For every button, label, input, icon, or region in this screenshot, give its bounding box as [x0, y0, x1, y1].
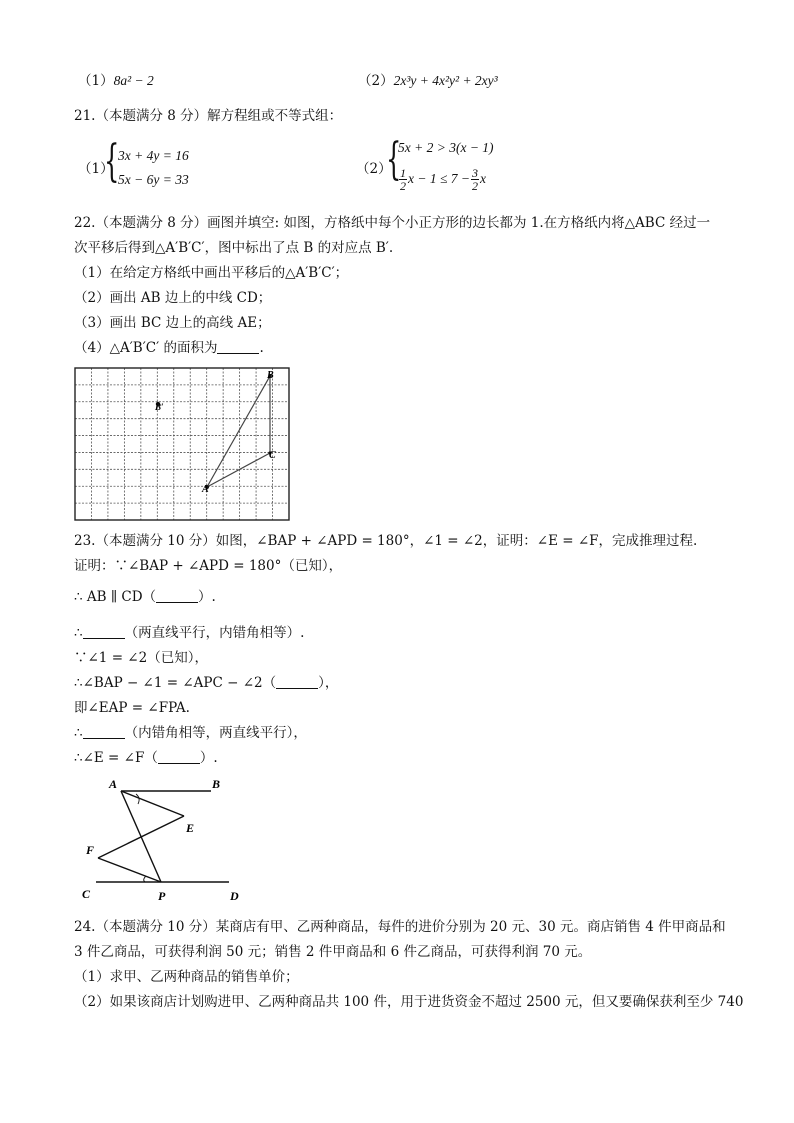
label-a: A	[202, 484, 209, 495]
q23-line7: 即∠EAP = ∠FPA.	[74, 700, 190, 716]
q23-geometry-figure	[76, 774, 256, 904]
label-c: C	[82, 887, 91, 901]
label-e: E	[186, 821, 195, 835]
angle-2-mark	[144, 876, 146, 882]
q22-item4: （4）△A′B′C′ 的面积为 .	[74, 340, 264, 356]
label-c: C	[269, 450, 276, 461]
grid-lines	[75, 368, 289, 520]
q21-frac-right: $\frac{3}{2}$	[472, 166, 478, 194]
q23-line3: ∴ AB ∥ CD（ ）.	[74, 589, 216, 605]
q22-grid-figure	[74, 366, 292, 522]
q20-part1	[78, 72, 154, 90]
label-p: P	[158, 889, 166, 903]
q23-blank-3[interactable]	[276, 674, 318, 689]
q23-line2: 证明：∵∠BAP + ∠APD = 180°（已知），	[74, 558, 343, 574]
q22-line2: 次平移后得到△A′B′C′，图中标出了点 B 的对应点 B′.	[74, 240, 394, 256]
q21-part1-eq2: 5x − 6y = 33	[118, 172, 189, 187]
q20-part1-label: （1）	[78, 73, 114, 89]
grid-border	[75, 368, 289, 520]
q22-item1: （1）在给定方格纸中画出平移后的△A′B′C′；	[74, 265, 349, 281]
angle-1-mark	[136, 794, 139, 804]
q23-blank-1[interactable]	[156, 588, 198, 603]
q24-item1: （1）求甲、乙两种商品的销售单价；	[74, 969, 299, 985]
q23-blank-2[interactable]	[83, 624, 125, 639]
q21-part2-ineq2: $\frac{1}{2}$ x − 1 ≤ 7 − $\frac{3}{2}$ x	[400, 166, 486, 194]
q24-item2: （2）如果该商店计划购进甲、乙两种商品共 100 件，用于进货资金不超过 2500 元，但又要确保获利至少 740	[74, 994, 744, 1010]
q22-item3: （3）画出 BC 边上的高线 AE；	[74, 315, 271, 331]
q23-line6: ∴∠BAP − ∠1 = ∠APC − ∠2（ ），	[74, 675, 339, 691]
q21-part1-label: （1）	[78, 161, 114, 177]
q21-part2-label: （2）	[356, 161, 392, 177]
q20-part2	[358, 72, 498, 90]
q23-blank-4[interactable]	[83, 724, 125, 739]
q22-line1: 22.（本题满分 8 分）画图并填空: 如图，方格纸中每个小正方形的边长都为 1.在方格纸内将△ABC 经过一	[74, 215, 711, 231]
q21-frac-left: $\frac{1}{2}$	[400, 166, 406, 194]
label-b: B	[267, 370, 274, 381]
label-b-prime: B′	[155, 402, 164, 412]
q22-answer-blank[interactable]	[217, 339, 259, 354]
q23-line1: 23.（本题满分 10 分）如图，∠BAP + ∠APD = 180°，∠1 = ∠2，证明：∠E = ∠F，完成推理过程.	[74, 533, 698, 549]
q21-part2-ineq1: 5x + 2 > 3(x − 1)	[398, 140, 494, 155]
q24-line2: 3 件乙商品，可获得利润 50 元；销售 2 件甲商品和 6 件乙商品，可获得利润 70 元。	[74, 944, 592, 960]
q20-part2-label: （2）	[358, 73, 394, 89]
q23-blank-5[interactable]	[158, 749, 200, 764]
label-f: F	[86, 843, 95, 857]
label-a: A	[109, 777, 118, 791]
q21-header: 21.（本题满分 8 分）解方程组或不等式组：	[74, 108, 343, 124]
q23-line8: ∴ （内错角相等，两直线平行），	[74, 725, 307, 741]
q21-part1-brace: {	[104, 136, 120, 187]
q21-part1-eq1: 3x + 4y = 16	[118, 148, 189, 163]
q24-line1: 24.（本题满分 10 分）某商店有甲、乙两种商品，每件的进价分别为 20 元、30 元。商店销售 4 件甲商品和	[74, 919, 726, 935]
line-ef	[98, 816, 184, 858]
label-b: B	[212, 777, 221, 791]
q20-part2-expr: 2x³y + 4x²y² + 2xy³	[393, 73, 498, 88]
q23-line5: ∵∠1 = ∠2（已知），	[74, 650, 208, 666]
label-d: D	[230, 889, 239, 903]
q20-part1-expr: 8a² − 2	[113, 73, 154, 88]
q23-line9: ∴∠E = ∠F（ ）.	[74, 750, 218, 766]
q23-line4: ∴ （两直线平行，内错角相等）.	[74, 625, 305, 641]
q21-part2-brace: {	[386, 134, 402, 185]
q22-item2: （2）画出 AB 边上的中线 CD；	[74, 290, 272, 306]
